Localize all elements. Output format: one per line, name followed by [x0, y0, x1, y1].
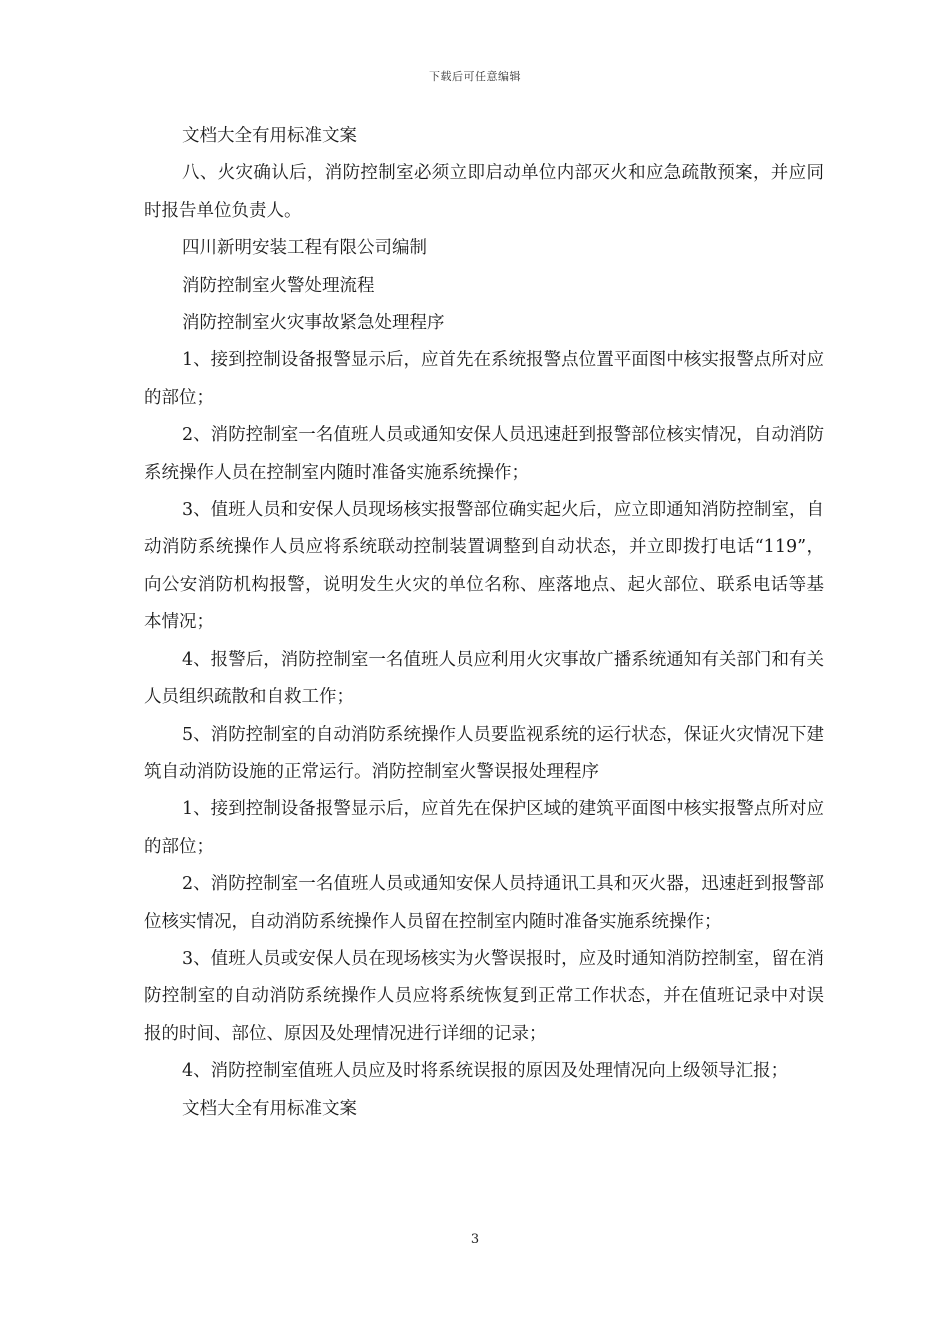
paragraph-false-alarm-step-4: 4、消防控制室值班人员应及时将系统误报的原因及处理情况向上级领导汇报； — [182, 1061, 789, 1082]
paragraph-item-8: 八、火灾确认后，消防控制室必须立即启动单位内部灭火和应急疏散预案，并应同时报告单位负责人。 — [144, 163, 824, 221]
page-number: 3 — [470, 1232, 480, 1247]
paragraph-header-note: 文档大全有用标准文案 — [182, 126, 357, 146]
paragraph-fire-step-1: 1、接到控制设备报警显示后，应首先在系统报警点位置平面图中核实报警点所对应的部位； — [144, 350, 824, 408]
page-header: 下载后可任意编辑 — [429, 70, 521, 83]
paragraph-title-process: 消防控制室火警处理流程 — [182, 275, 375, 296]
document-body — [144, 118, 824, 1128]
paragraph-false-alarm-step-2: 2、消防控制室一名值班人员或通知安保人员持通讯工具和灭火器，迅速赶到报警部位核实情况，自动消防系统操作人员留在控制室内随时准备实施系统操作； — [144, 874, 824, 932]
paragraph-false-alarm-step-1: 1、接到控制设备报警显示后，应首先在保护区域的建筑平面图中核实报警点所对应的部位； — [144, 799, 824, 857]
paragraph-company: 四川新明安装工程有限公司编制 — [182, 238, 427, 259]
paragraph-fire-step-5: 5、消防控制室的自动消防系统操作人员要监视系统的运行状态，保证火灾情况下建筑自动消防设施的正常运行。消防控制室火警误报处理程序 — [144, 724, 824, 782]
paragraph-fire-step-4: 4、报警后，消防控制室一名值班人员应利用火灾事故广播系统通知有关部门和有关人员组织疏散和自救工作； — [144, 649, 824, 708]
paragraph-footer-note: 文档大全有用标准文案 — [182, 1098, 357, 1119]
paragraph-fire-step-2: 2、消防控制室一名值班人员或通知安保人员迅速赶到报警部位核实情况，自动消防系统操作人员在控制室内随时准备实施系统操作； — [144, 425, 824, 483]
paragraph-fire-step-3: 3、值班人员和安保人员现场核实报警部位确实起火后，应立即通知消防控制室，自动消防系统操作人员应将系统联动控制装置调整到自动状态，并立即拨打电话“119”，向公安消防机构报警，说明发生火灾的单位名称、座落地点、起火部位、联系电话等基本情况； — [144, 500, 824, 633]
paragraph-false-alarm-step-3: 3、值班人员或安保人员在现场核实为火警误报时，应及时通知消防控制室，留在消防控制室的自动消防系统操作人员应将系统恢复到正常工作状态，并在值班记录中对误报的时间、部位、原因及处理情况进行详细的记录； — [144, 948, 824, 1044]
paragraph-title-fire-procedure: 消防控制室火灾事故紧急处理程序 — [182, 313, 445, 334]
